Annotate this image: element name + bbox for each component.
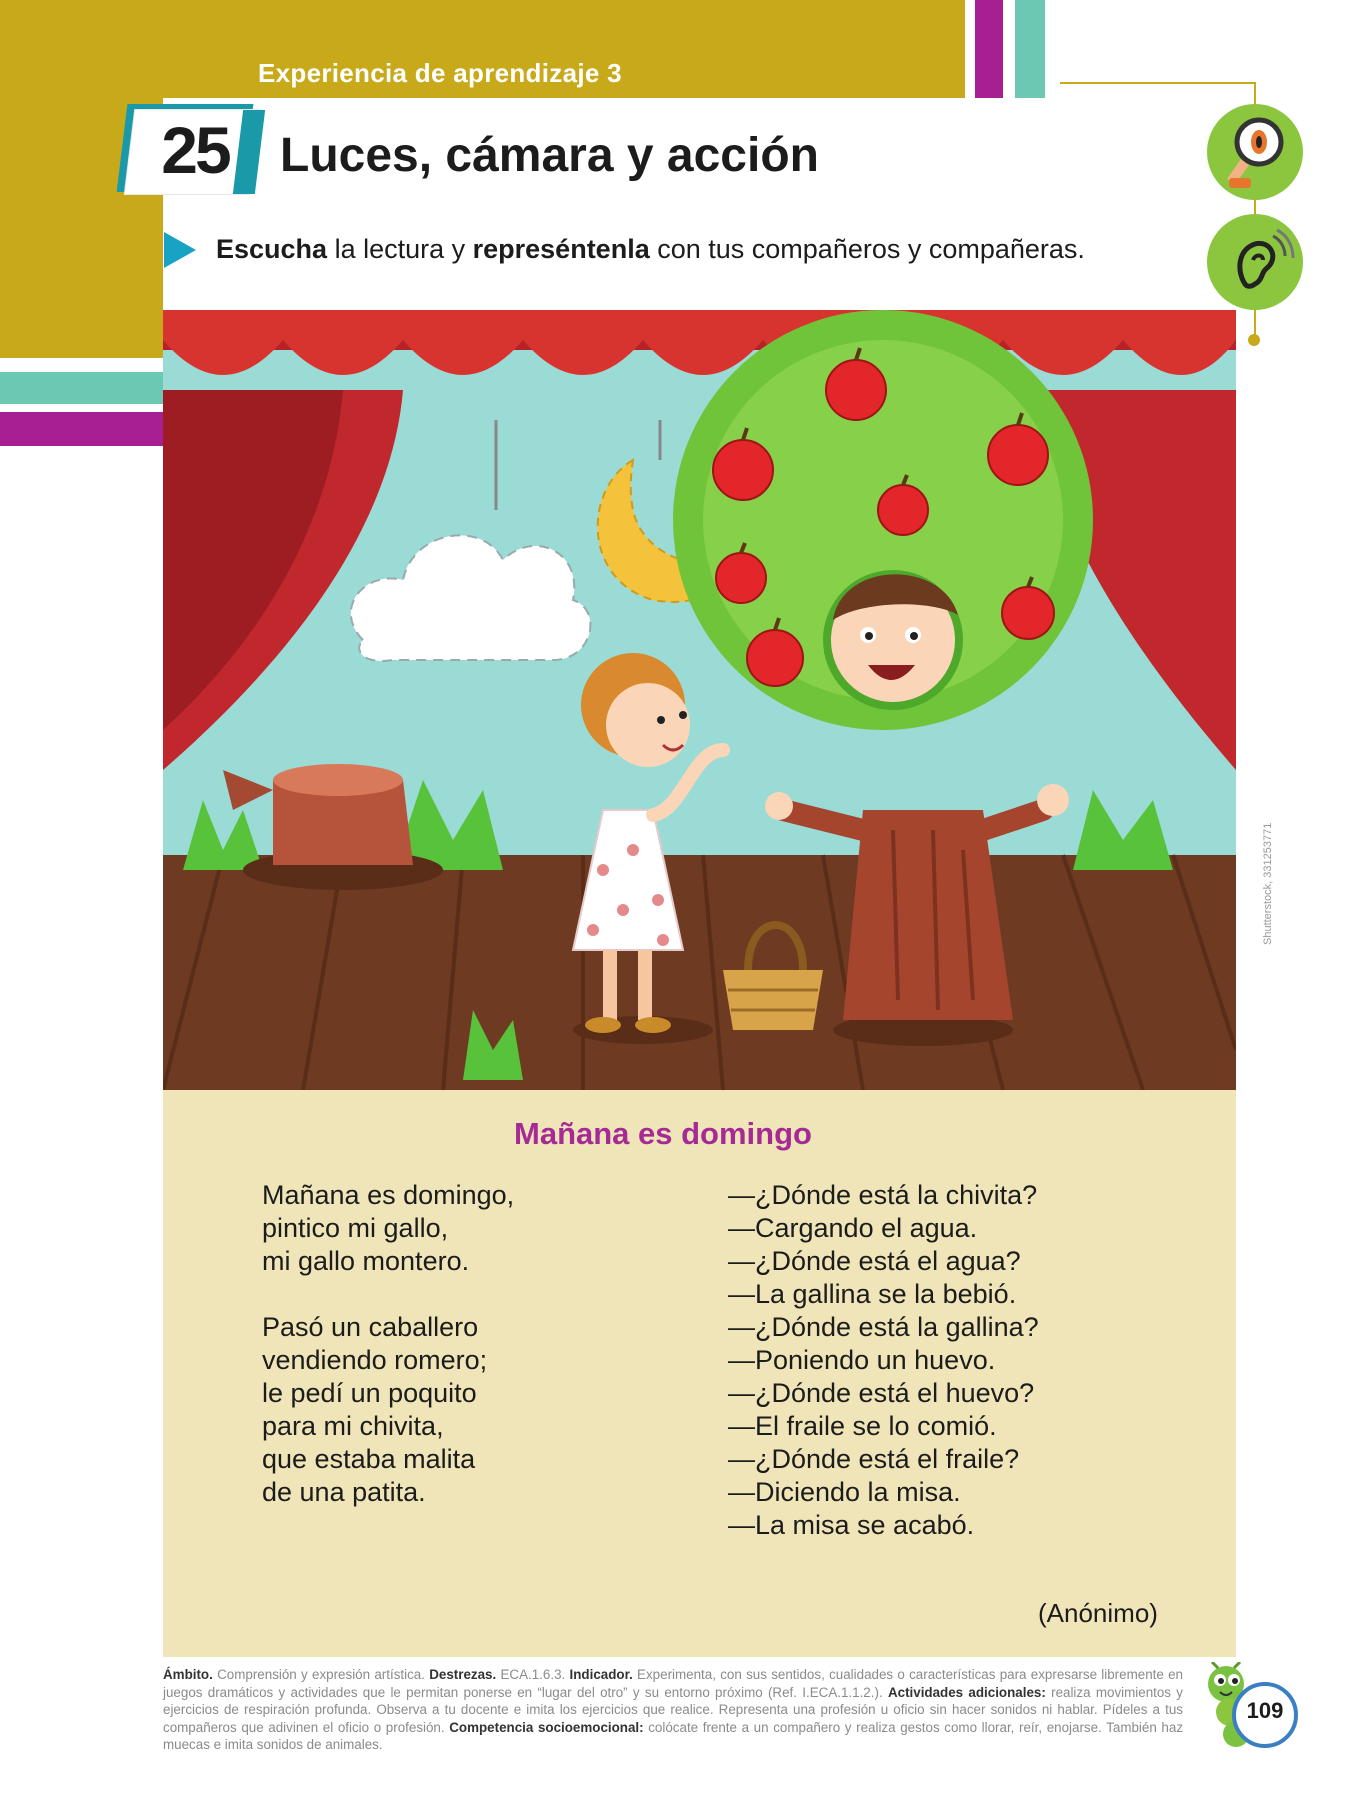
theater-scene (163, 310, 1236, 1090)
actividades-label: Actividades adicionales: (887, 1684, 1046, 1700)
poem-line: —¿Dónde está el huevo? (728, 1378, 1035, 1408)
gold-dot (1248, 334, 1260, 346)
teal-bar (1015, 0, 1045, 98)
stanza-break (262, 1278, 514, 1311)
poem-line: para mi chivita, (262, 1411, 444, 1441)
destrezas-label: Destrezas. (429, 1667, 497, 1682)
competencia-text: colócate frente a un compañero y realiza gestos como llorar, reír, enojarse. También haz muecas e imita sonidos de animales. (163, 1719, 1184, 1752)
poem-line: —¿Dónde está el fraile? (728, 1444, 1020, 1474)
magnifier-eye-icon (1207, 104, 1303, 200)
gold-rule (1060, 82, 1255, 84)
competencia-label: Competencia socioemocional: (449, 1719, 644, 1735)
poem-line: Pasó un caballero (262, 1312, 479, 1342)
instruction-part: la lectura y (327, 234, 473, 264)
ambito-label: Ámbito. (163, 1667, 213, 1682)
instruction-verb-listen: Escucha (216, 234, 328, 264)
magenta-bar (975, 0, 1003, 98)
poem-line: —¿Dónde está la chivita? (728, 1180, 1038, 1210)
lesson-number: 25 (161, 113, 229, 187)
indicador-text: Experimenta, con sus sentidos, cualidades o características para expresarse libremente en juegos dramáticos y actividades que le permitan ponerse en “lugar del otro” y su entorno próximo (Ref. I.ECA.1.1.2.). (163, 1667, 1183, 1700)
indicador-label: Indicador. (569, 1667, 633, 1682)
page-title: Luces, cámara y acción (280, 129, 819, 182)
poem-line: —El fraile se lo comió. (728, 1411, 997, 1441)
teacher-notes (163, 1666, 1183, 1754)
poem-line: —La gallina se la bebió. (728, 1279, 1017, 1309)
poem-line: —Poniendo un huevo. (728, 1345, 996, 1375)
poem-line: que estaba malita (262, 1444, 476, 1474)
unit-subtitle: Experiencia de aprendizaje 3 (258, 58, 622, 88)
poem-line: —¿Dónde está la gallina? (728, 1312, 1039, 1342)
ambito-text: Comprensión y expresión artística. (212, 1667, 430, 1682)
poem-line: —Cargando el agua. (728, 1213, 978, 1243)
page-number: 109 (1246, 1698, 1284, 1723)
instruction-text (216, 234, 1085, 265)
poem-line: vendiendo romero; (262, 1345, 488, 1375)
poem-line: —Diciendo la misa. (728, 1477, 961, 1507)
poem-line: pintico mi gallo, (262, 1213, 449, 1243)
magenta-stripe (0, 412, 163, 446)
poem-line: —La misa se acabó. (728, 1510, 975, 1540)
poem-line: —¿Dónde está el agua? (728, 1246, 1021, 1276)
poem-left-column (262, 1179, 514, 1509)
ear-icon (1207, 214, 1303, 310)
poem-line: Mañana es domingo, (262, 1180, 515, 1210)
play-arrow-icon (164, 232, 196, 268)
photo-credit: Shutterstock, 331253771 (1262, 822, 1274, 945)
destrezas-text: ECA.1.6.3. (496, 1667, 570, 1682)
poem-title: Mañana es domingo (514, 1116, 812, 1151)
poem-line: le pedí un poquito (262, 1378, 477, 1408)
instruction-verb-perform: represéntenla (472, 234, 650, 264)
poem-right-column (728, 1179, 1039, 1542)
teal-stripe (0, 372, 163, 404)
poem-line: mi gallo montero. (262, 1246, 470, 1276)
actividades-text: realiza movimientos y ejercicios de respiración profunda. Observa a tu docente e imita los ejercicios que realice. Representa una profesión u oficio sin hacer sonidos ni hablar. Pídeles a tus compañeros que adivinen el oficio o profesión. (163, 1684, 1183, 1735)
poem-line: de una patita. (262, 1477, 426, 1507)
poem-author: (Anónimo) (1038, 1598, 1158, 1628)
theater-stage-illustration (163, 310, 1236, 1090)
instruction-part: con tus compañeros y compañeras. (649, 234, 1085, 264)
